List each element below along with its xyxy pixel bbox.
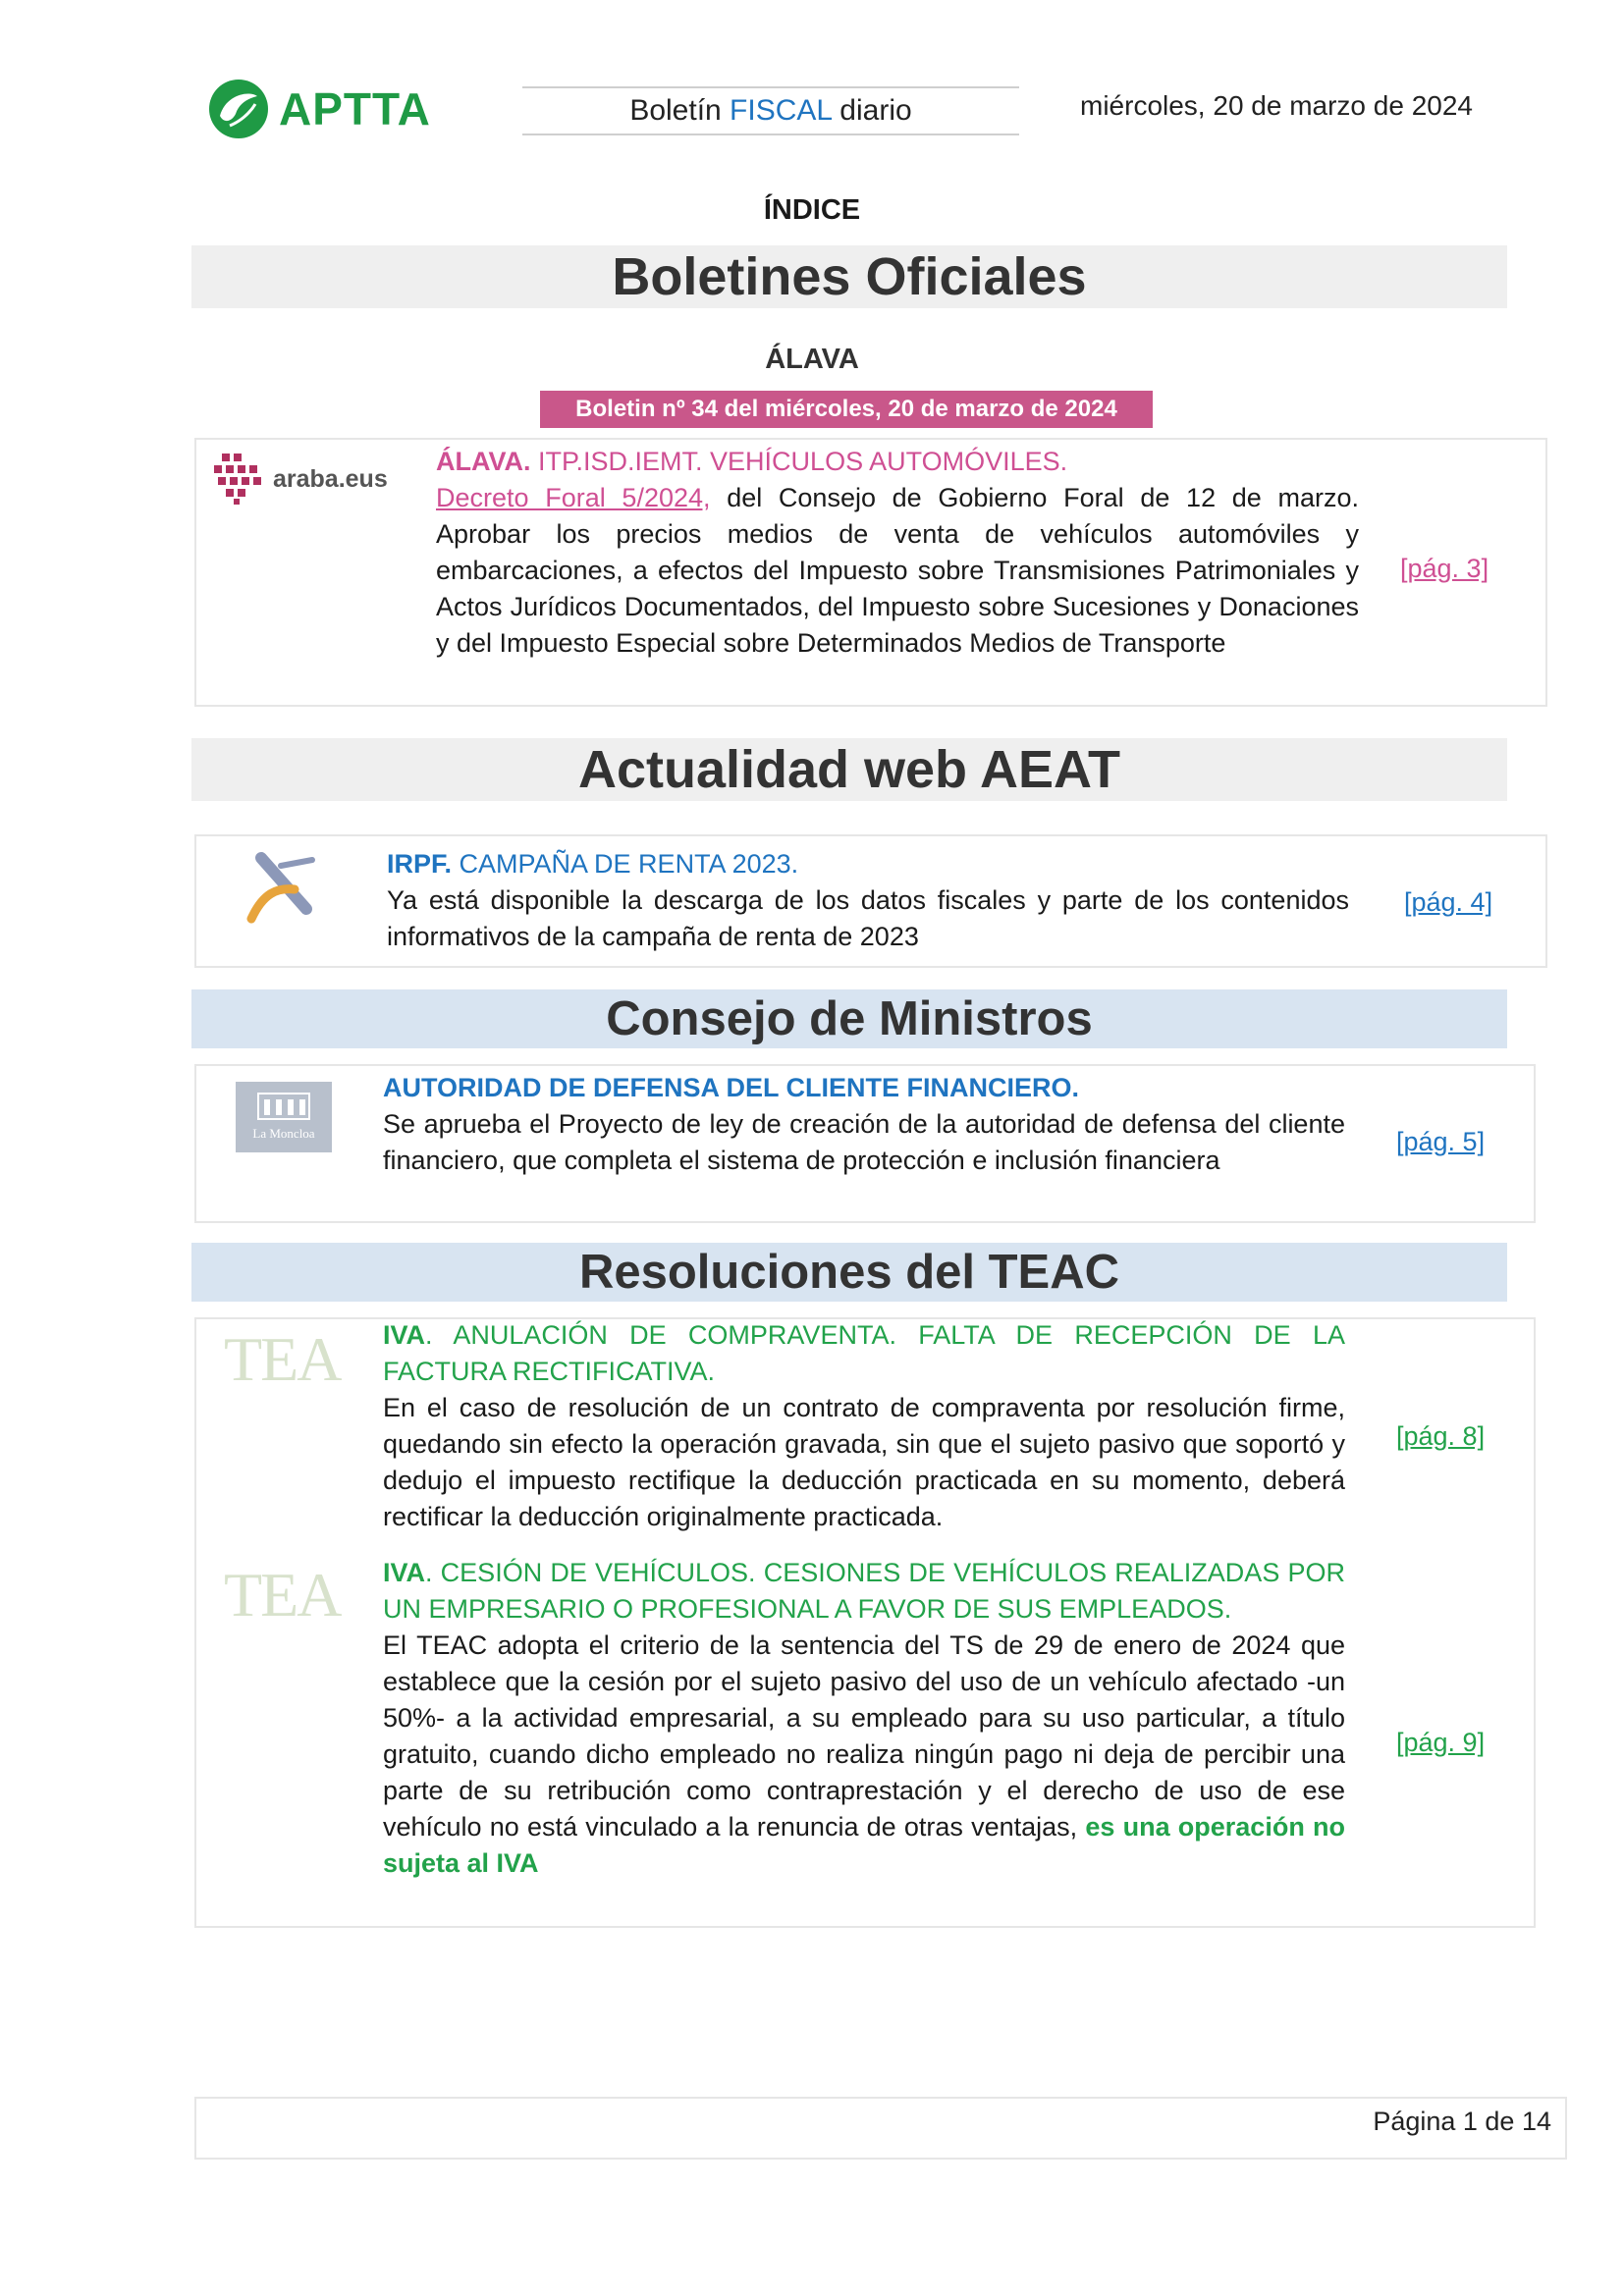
- araba-grid-icon: [212, 452, 269, 507]
- teac-item-2-text: [383, 1555, 1345, 1882]
- araba-logo: [212, 450, 405, 508]
- card-consejo: [194, 1064, 1536, 1223]
- region-title: ÁLAVA: [765, 344, 859, 375]
- section-banner-consejo: Consejo de Ministros: [191, 989, 1507, 1048]
- teac-item-1-heading: IVA. ANULACIÓN DE COMPRAVENTA. FALTA DE RECEPCIÓN DE LA FACTURA RECTIFICATIVA.: [383, 1320, 1345, 1386]
- moncloa-logo-label: La Moncloa: [252, 1126, 315, 1141]
- consejo-item-text: [383, 1070, 1345, 1179]
- card-aeat: [194, 834, 1547, 968]
- bulletin-fiscal-word: FISCAL: [730, 94, 832, 127]
- page-ref-8[interactable]: [pág. 8]: [1396, 1421, 1486, 1451]
- header-date: miércoles, 20 de marzo de 2024: [1080, 90, 1473, 121]
- page-ref-9[interactable]: [pág. 9]: [1396, 1728, 1486, 1757]
- aptta-logo: [206, 75, 461, 143]
- card-alava: [194, 438, 1547, 707]
- aeat-item-body: Ya está disponible la descarga de los datos fiscales y parte de los contenidos informativos de la campaña de renta de 2023: [387, 885, 1349, 951]
- section-banner-boletines: Boletines Oficiales: [191, 245, 1507, 308]
- alava-item-text: [436, 444, 1359, 662]
- moncloa-logo: [236, 1082, 332, 1152]
- consejo-item-heading: AUTORIDAD DE DEFENSA DEL CLIENTE FINANCIERO.: [383, 1073, 1080, 1102]
- page-ref-3[interactable]: [pág. 3]: [1400, 554, 1489, 583]
- page-number: Página 1 de 14: [1373, 2107, 1551, 2136]
- decreto-foral-link[interactable]: Decreto Foral 5/2024,: [436, 483, 711, 512]
- card-teac: [194, 1317, 1536, 1928]
- page-ref-4[interactable]: [pág. 4]: [1404, 887, 1493, 917]
- bulletin-title: Boletín FISCAL diario: [522, 86, 1019, 135]
- teac-item-2-heading: IVA. CESIÓN DE VEHÍCULOS. CESIONES DE VEHÍCULOS REALIZADAS POR UN EMPRESARIO O PROFESIONAL A FAVOR DE SUS EMPLEADOS.: [383, 1558, 1345, 1624]
- araba-logo-label: araba.eus: [273, 464, 388, 493]
- aeat-item-heading: IRPF. CAMPAÑA DE RENTA 2023.: [387, 849, 799, 879]
- page-footer: [194, 2097, 1567, 2160]
- teac-item-2-body: El TEAC adopta el criterio de la sentencia del TS de 29 de enero de 2024 que establece que la cesión por el sujeto pasivo del uso de un vehículo afectado -un 50%- a la actividad empresarial, a su empleado para su uso particular, a título gratuito, cuando dicho empleado no realiza ningún pago ni deja de percibir una parte de su retribución como contraprestación y el derecho de uso de ese vehículo no está vinculado a la renuncia de otras ventajas, es una operación no sujeta al IVA: [383, 1630, 1345, 1878]
- aeat-item-text: [387, 846, 1349, 955]
- index-title: ÍNDICE: [763, 194, 861, 226]
- boletin-badge: Boletin nº 34 del miércoles, 20 de marzo de 2024: [540, 391, 1153, 428]
- teac-item-1-body: En el caso de resolución de un contrato de compraventa por resolución firme, quedando sin efecto la operación gravada, sin que el sujeto pasivo que soportó y dedujo el impuesto rectifique la deducción practicada en su momento, deberá rectificar la deducción originalmente practicada.: [383, 1393, 1345, 1531]
- tea-logo-1: TEA: [224, 1324, 341, 1394]
- teac-item-1-text: [383, 1317, 1345, 1535]
- section-banner-teac: Resoluciones del TEAC: [191, 1243, 1507, 1302]
- section-banner-aeat: Actualidad web AEAT: [191, 738, 1507, 801]
- aeat-logo-icon: [242, 850, 324, 929]
- moncloa-building-icon: [256, 1090, 311, 1121]
- aptta-leaf-icon: [206, 77, 271, 141]
- page-ref-5[interactable]: [pág. 5]: [1396, 1127, 1486, 1156]
- tea-logo-2: TEA: [224, 1560, 341, 1629]
- alava-item-heading: ÁLAVA. ITP.ISD.IEMT. VEHÍCULOS AUTOMÓVILES.: [436, 447, 1068, 476]
- consejo-item-body: Se aprueba el Proyecto de ley de creación de la autoridad de defensa del cliente financiero, que completa el sistema de protección e inclusión financiera: [383, 1109, 1345, 1175]
- alava-item-body: Decreto Foral 5/2024, del Consejo de Gobierno Foral de 12 de marzo. Aprobar los precios medios de venta de vehículos automóviles y embarcaciones, a efectos del Impuesto sobre Transmisiones Patrimoniales y Actos Jurídicos Documentados, del Impuesto sobre Sucesiones y Donaciones y del Impuesto Especial sobre Determinados Medios de Transporte: [436, 483, 1360, 658]
- logo-text: APTTA: [279, 83, 431, 134]
